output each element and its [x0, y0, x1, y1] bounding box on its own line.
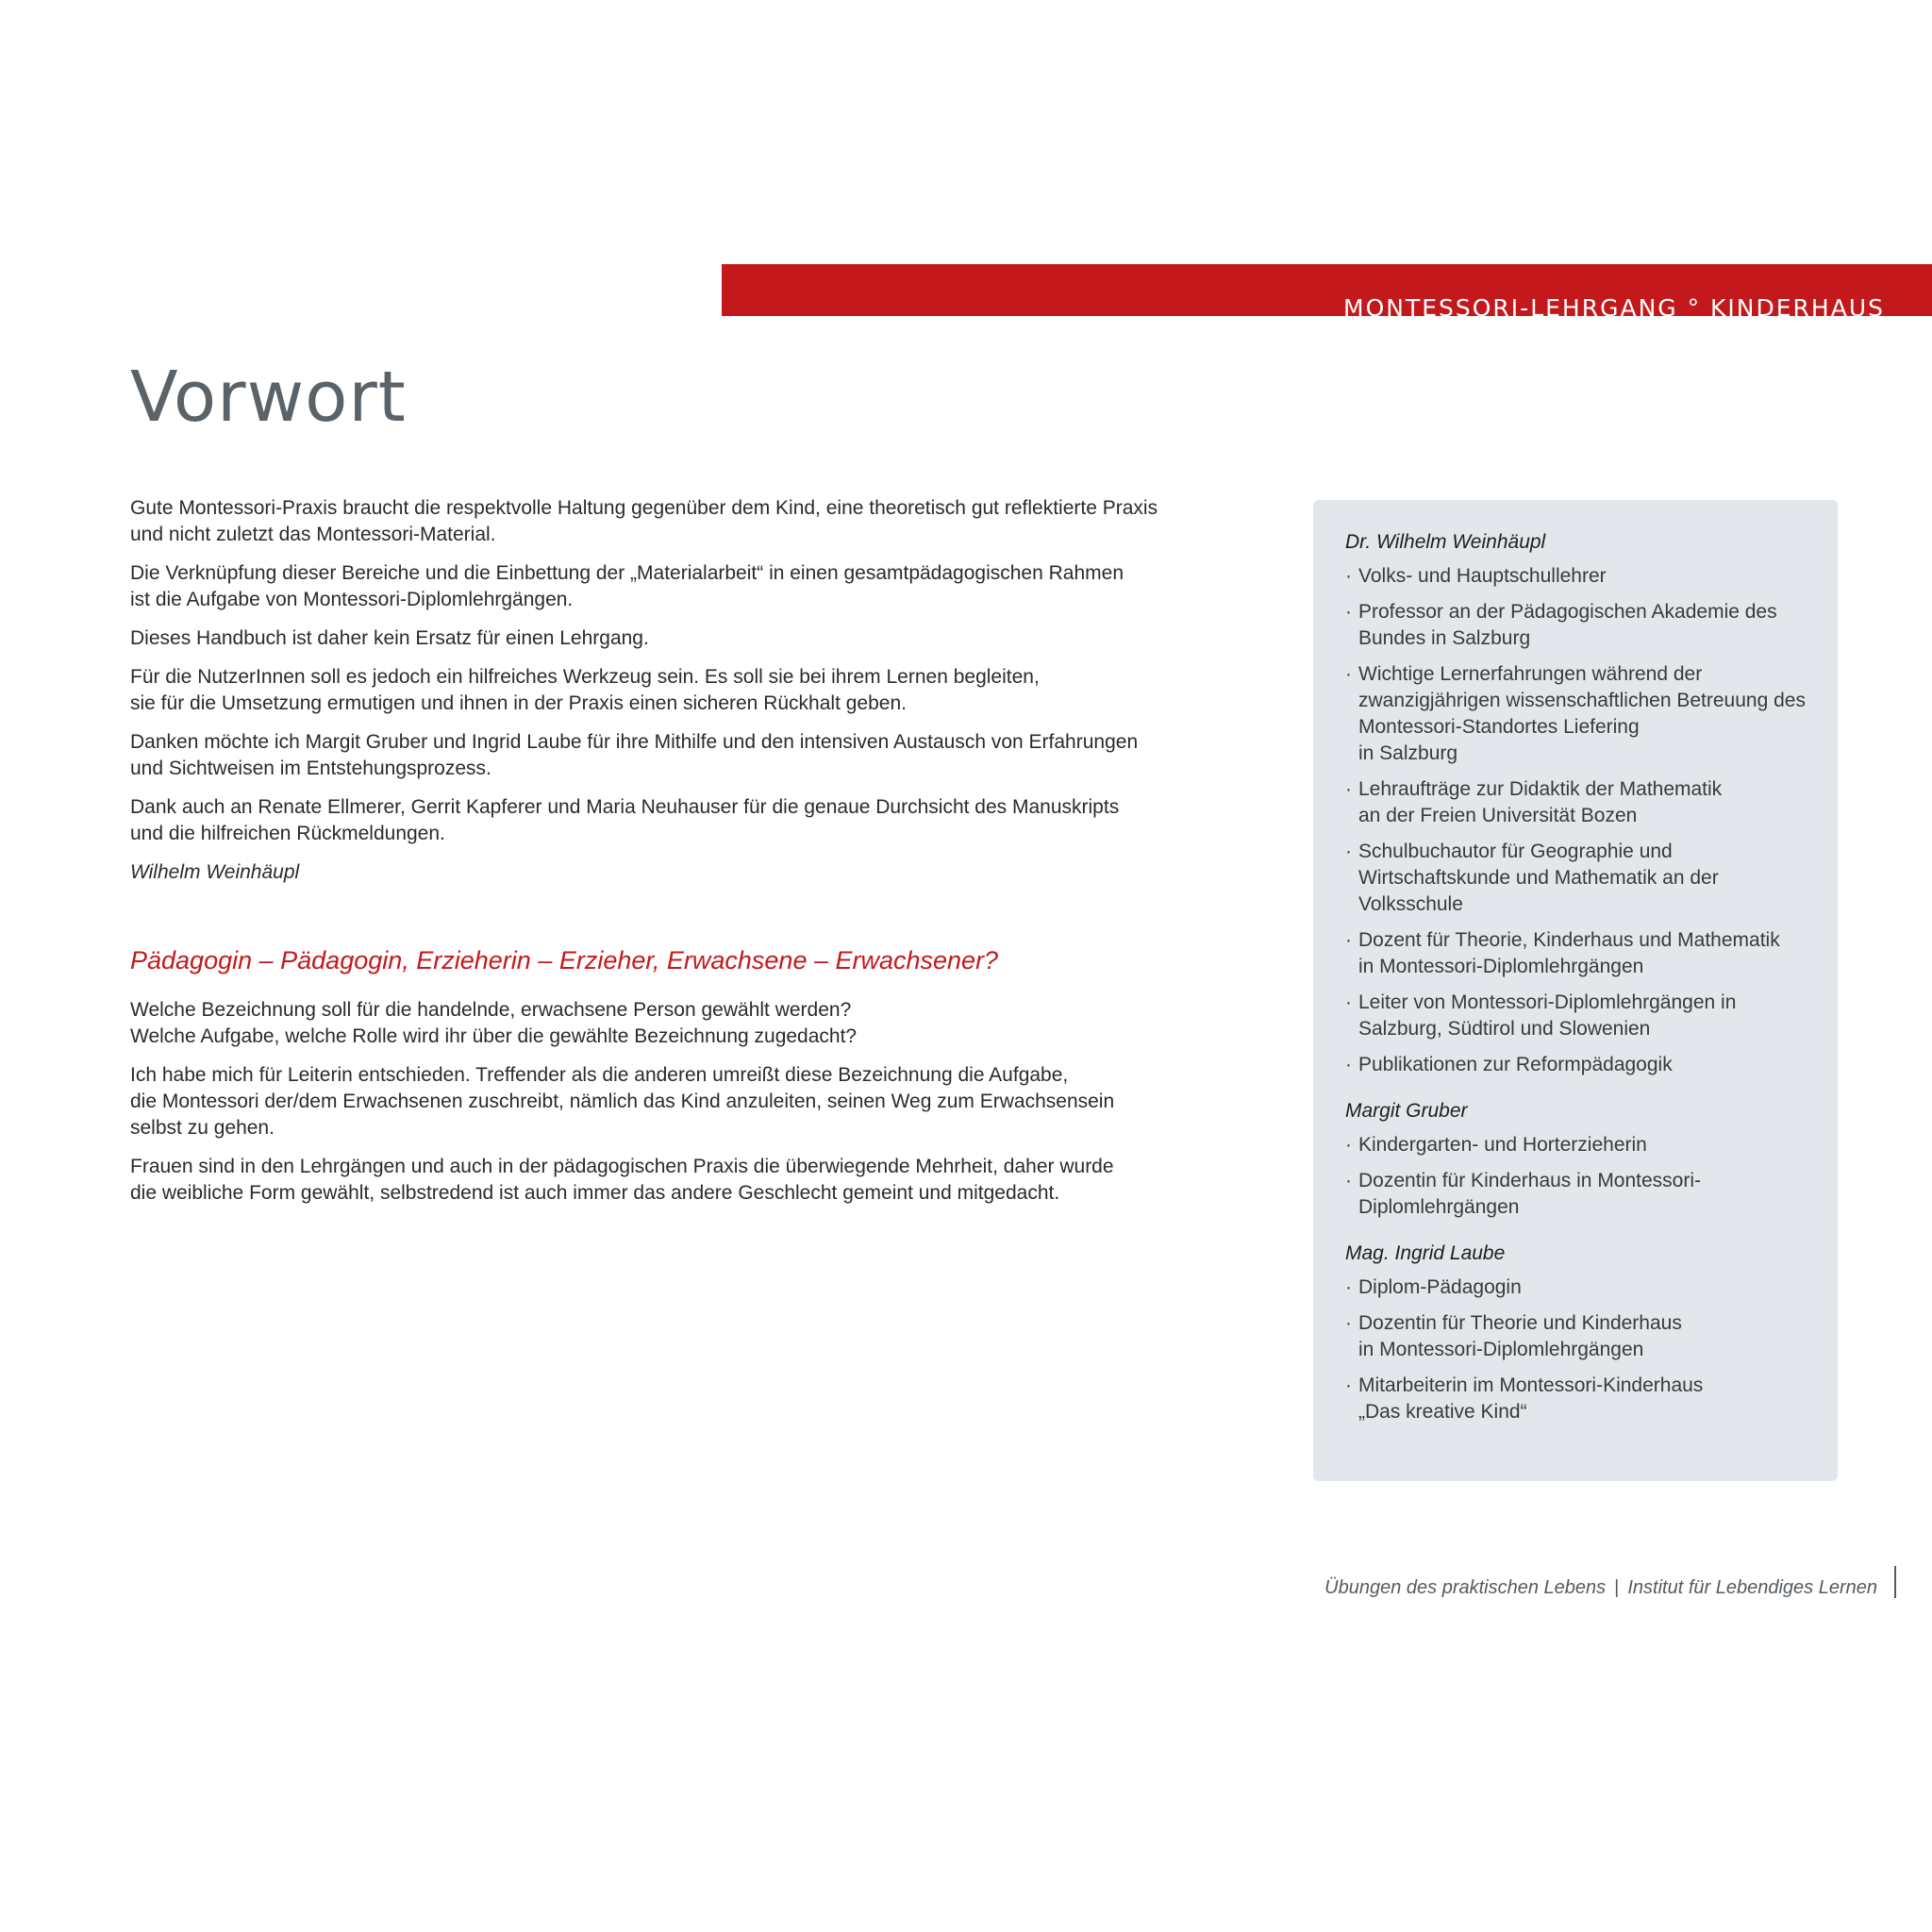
page-title: Vorwort — [130, 357, 407, 438]
credential-item: · Lehraufträge zur Didaktik der Mathematik an der Freien Universität Bozen — [1345, 776, 1806, 829]
author-credentials — [1345, 563, 1806, 1078]
credential-item: · Schulbuchautor für Geographie und Wirtschaftskunde und Mathematik an der Volksschule — [1345, 839, 1806, 918]
intro-paragraph: Für die NutzerInnen soll es jedoch ein hilfreiches Werkzeug sein. Es soll sie bei ihrem Lernen begleiten, sie für die Umsetzung ermutigen und ihnen in der Praxis einen sicheren Rückhalt geben. — [130, 666, 1040, 714]
author-credentials — [1345, 1274, 1806, 1425]
author-signature: Wilhelm Weinhäupl — [130, 861, 300, 883]
author-profile — [1345, 1241, 1806, 1425]
intro-paragraph: Die Verknüpfung dieser Bereiche und die Einbettung der „Materialarbeit“ in einen gesamtpädagogischen Rahmen ist die Aufgabe von Montessori-Diplomlehrgängen. — [130, 562, 1124, 610]
author-name: Mag. Ingrid Laube — [1345, 1242, 1506, 1264]
intro-paragraph: Danken möchte ich Margit Gruber und Ingrid Laube für ihre Mithilfe und den intensiven Austausch von Erfahrungen und Sichtweisen im Entstehungsprozess. — [130, 731, 1139, 779]
credential-item: · Professor an der Pädagogischen Akademie des Bundes in Salzburg — [1345, 599, 1806, 652]
header-band — [722, 264, 1932, 322]
credential-item: · Mitarbeiterin im Montessori-Kinderhaus „Das kreative Kind“ — [1345, 1373, 1806, 1425]
section-paragraph: Ich habe mich für Leiterin entschieden. Treffender als die anderen umreißt diese Bezeichnung die Aufgabe, die Montessori der/dem Erwachsenen zuschreibt, nämlich das Kind anzuleiten, seinen Weg zum Erwachsensein selbst zu gehen. — [130, 1064, 1115, 1139]
intro-paragraph: Dank auch an Renate Ellmerer, Gerrit Kapferer und Maria Neuhauser für die genaue Durchsicht des Manuskripts und die hilfreichen Rückmeldungen. — [130, 796, 1120, 844]
credential-item: · Dozentin für Theorie und Kinderhaus in Montessori-Diplomlehrgängen — [1345, 1310, 1806, 1363]
author-profile — [1345, 529, 1806, 1078]
credential-item: · Dozentin für Kinderhaus in Montessori- Diplomlehrgängen — [1345, 1168, 1806, 1221]
footer-left: Übungen des praktischen Lebens — [1324, 1577, 1607, 1598]
section-paragraph: Frauen sind in den Lehrgängen und auch in der pädagogischen Praxis die überwiegende Mehrheit, daher wurde die weibliche Form gewählt, selbstredend ist auch immer das andere Geschlecht gemeint und mitgedacht. — [130, 1156, 1114, 1204]
credential-item: · Wichtige Lernerfahrungen während der zwanzigjährigen wissenschaftlichen Betreuung des Montessori-Standortes Liefering in Salzburg — [1345, 661, 1806, 767]
credential-item: · Diplom-Pädagogin — [1345, 1274, 1806, 1301]
author-name: Dr. Wilhelm Weinhäupl — [1345, 531, 1546, 553]
footer-right: Institut für Lebendiges Lernen — [1627, 1577, 1877, 1598]
section-heading: Pädagogin – Pädagogin, Erzieherin – Erzieher, Erwachsene – Erwachsener? — [130, 946, 999, 974]
author-profile — [1345, 1098, 1806, 1221]
intro-paragraph: Dieses Handbuch ist daher kein Ersatz für einen Lehrgang. — [130, 627, 649, 649]
credential-item: · Kindergarten- und Horterzieherin — [1345, 1132, 1806, 1158]
page-footer — [1324, 1577, 1877, 1599]
author-name: Margit Gruber — [1345, 1100, 1468, 1122]
section-paragraph: Welche Bezeichnung soll für die handelnde, erwachsene Person gewählt werden? Welche Aufgabe, welche Rolle wird ihr über die gewählte Bezeichnung zugedacht? — [130, 999, 858, 1047]
section-paragraphs — [130, 997, 1177, 1207]
credential-item: · Leiter von Montessori-Diplomlehrgängen in Salzburg, Südtirol und Slowenien — [1345, 990, 1806, 1042]
credential-item: · Publikationen zur Reformpädagogik — [1345, 1052, 1806, 1078]
intro-paragraph: Gute Montessori-Praxis braucht die respektvolle Haltung gegenüber dem Kind, eine theoretisch gut reflektierte Praxis und nicht zuletzt das Montessori-Material. — [130, 497, 1158, 545]
credential-item: · Volks- und Hauptschullehrer — [1345, 563, 1806, 590]
intro-paragraphs — [130, 495, 1177, 886]
footer-rule — [1894, 1566, 1896, 1598]
authors-sidebar — [1313, 500, 1838, 1481]
credential-item: · Dozent für Theorie, Kinderhaus und Mathematik in Montessori-Diplomlehrgängen — [1345, 927, 1806, 980]
author-credentials — [1345, 1132, 1806, 1221]
course-title: MONTESSORI-LEHRGANG ° KINDERHAUS — [1343, 294, 1885, 322]
main-column — [130, 495, 1177, 1219]
footer-separator: | — [1614, 1577, 1620, 1598]
